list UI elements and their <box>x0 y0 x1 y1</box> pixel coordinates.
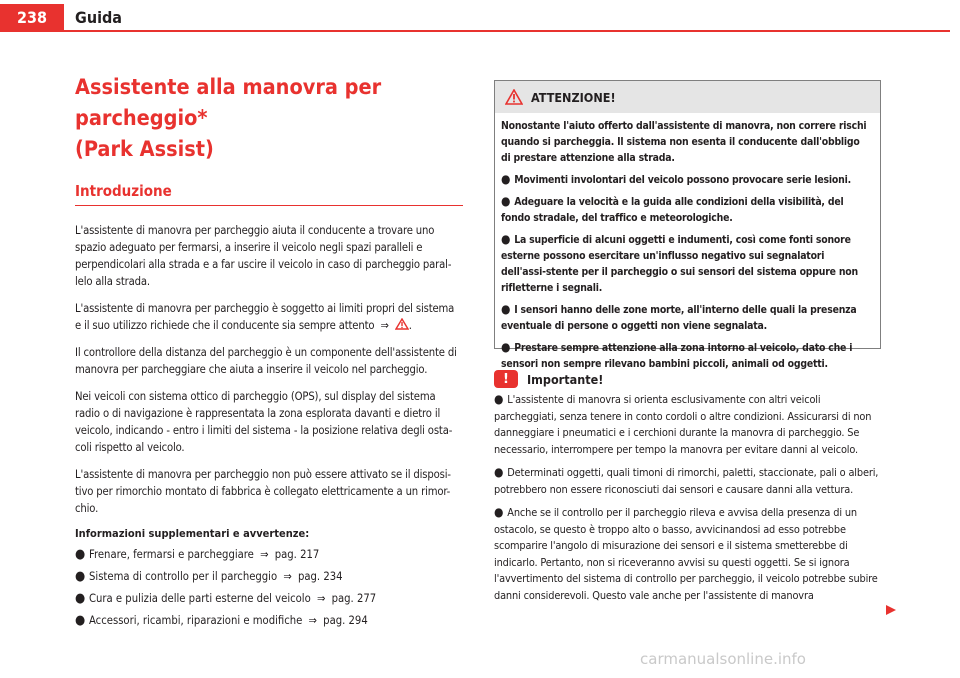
intro-paragraph: L'assistente di manovra per parcheggio aiuta il conducente a trovare uno spazio adeguato per fermarsi, a inserire il veicolo negli spazi paralleli e perpendicolari alla strada e a far uscire il veicolo in caso di parcheggio paral-lelo alla strada. <box>75 224 452 288</box>
ref-text: Frenare, fermarsi e parcheggiare <box>89 548 254 561</box>
chapter-title-line1: Assistente alla manovra per parcheggio* <box>75 75 382 131</box>
arrow-ref-icon: ⇒ <box>260 548 269 561</box>
warning-item-text: Adeguare la velocità e la guida alle condizioni della visibilità, del fondo stradale, del traffico e meteorologiche. <box>501 196 844 224</box>
bullet-icon: ● <box>75 547 86 562</box>
page-ref-link[interactable]: pag. 294 <box>323 614 368 627</box>
exclamation-icon: ! <box>494 370 518 388</box>
arrow-ref-icon: ⇒ <box>308 614 317 627</box>
warning-item <box>501 193 872 226</box>
page-ref-link[interactable]: pag. 217 <box>274 548 320 561</box>
ref-text: Accessori, ricambi, riparazioni e modifiche <box>89 614 303 627</box>
bullet-icon: ● <box>75 591 86 606</box>
important-title: Importante! <box>527 371 604 387</box>
list-item <box>75 590 463 607</box>
important-item-text: Determinati oggetti, quali timoni di rimorchi, paletti, staccionate, pali o alberi, potrebbero non essere riconosciuti dai sensori e causare danni alla vettura. <box>494 466 879 496</box>
important-item <box>494 464 882 498</box>
important-item <box>494 504 882 604</box>
distance-paragraph: Il controllore della distanza del parcheggio è un componente dell'assistente di manovra per parcheggiare che aiuta a inserire il veicolo nel parcheggio. <box>75 346 457 376</box>
chapter-title <box>75 72 463 165</box>
header-rule <box>0 30 950 32</box>
warning-item-text: Movimenti involontari del veicolo possono provocare serie lesioni. <box>514 174 851 186</box>
page-number: 238 <box>0 4 64 31</box>
warning-item-text: La superficie di alcuni oggetti e indumenti, così come fonti sonore esterne possono esercitare un'influsso negativo sui segnalatori dell'assi-stente per il parcheggio o sui sensori del sistema oppure non rifletterne i segnali. <box>501 234 858 294</box>
warning-title: ATTENZIONE! <box>531 89 616 105</box>
bullet-icon: ● <box>75 613 86 628</box>
bullet-icon: ● <box>494 505 504 519</box>
info-heading: Informazioni supplementari e avvertenze: <box>75 527 310 540</box>
warning-item <box>501 231 872 296</box>
limits-end: . <box>408 319 412 332</box>
bullet-icon: ● <box>75 569 86 584</box>
bullet-icon: ● <box>501 172 511 186</box>
ref-text: Sistema di controllo per il parcheggio <box>89 570 278 583</box>
important-item-text: Anche se il controllo per il parcheggio rileva e avvisa della presenza di un ostacolo, se questo è troppo alto o basso, avvicinandosi ad esso potrebbe scomparire l'angolo di misurazione dei sensori e il sistema smetterebbe di indicarlo. Pertanto, non si riceveranno avvisi su questi oggetti. Se si ignora l'avvertimento del sistema di controllo per parcheggio, il veicolo potrebbe subire danni considerevoli. Questo vale anche per l'assistente di manovra <box>494 506 878 602</box>
page-header <box>0 0 960 36</box>
warning-intro: Nonostante l'aiuto offerto dall'assistente di manovra, non correre rischi quando si parcheggia. Il sistema non esenta il conducente dall'obbligo di prestare attenzione alla strada. <box>501 120 867 164</box>
warning-item <box>501 339 872 372</box>
section-subtitle: Introduzione <box>75 182 463 206</box>
important-section <box>494 370 882 610</box>
bullet-icon: ● <box>501 232 511 246</box>
ref-text: Cura e pulizia delle parti esterne del veicolo <box>89 592 311 605</box>
important-item <box>494 391 882 458</box>
page-ref-link[interactable]: pag. 234 <box>297 570 343 583</box>
important-item-text: L'assistente di manovra si orienta esclusivamente con altri veicoli parcheggiati, senza tenere in conto cordoli o altre condizioni. Assicurarsi di non danneggiare i pneumatici e i cerchioni durante la manovra di parcheggio. Se necessario, interrompere per tempo la manovra per evitare danni al veicolo. <box>494 393 872 456</box>
bullet-icon: ● <box>501 302 511 316</box>
bullet-icon: ● <box>494 392 504 406</box>
arrow-ref-icon: ⇒ <box>283 570 292 583</box>
warning-triangle-icon <box>505 89 523 105</box>
important-header <box>494 370 882 388</box>
left-column <box>75 72 463 634</box>
arrow-ref-icon: ⇒ <box>380 319 389 332</box>
trailer-paragraph: L'assistente di manovra per parcheggio non può essere attivato se il disposi-tivo per rimorchio montato di fabbrica è collegato elettricamente a un rimor-chio. <box>75 468 451 515</box>
list-item <box>75 612 463 629</box>
bullet-icon: ● <box>501 340 511 354</box>
warning-item <box>501 301 872 334</box>
warning-body <box>495 113 880 372</box>
arrow-ref-icon: ⇒ <box>316 592 326 605</box>
list-item <box>75 568 463 585</box>
list-item <box>75 546 463 563</box>
bullet-icon: ● <box>501 194 511 208</box>
ops-paragraph: Nei veicoli con sistema ottico di parcheggio (OPS), sul display del sistema radio o di navigazione è rappresentata la zona esplorata davanti e dietro il veicolo, indicando - entro i limiti del sistema - la posizione relativa degli osta-coli rispetto al veicolo. <box>75 390 453 454</box>
bullet-icon: ● <box>494 465 504 479</box>
warning-item <box>501 171 872 188</box>
warning-item-text: I sensori hanno delle zone morte, all'interno delle quali la presenza eventuale di persone o oggetti non viene segnalata. <box>501 304 857 332</box>
chapter-title-line2: (Park Assist) <box>75 137 214 162</box>
watermark: carmanualsonline.info <box>640 650 806 668</box>
limits-paragraph <box>75 300 463 334</box>
limits-text: L'assistente di manovra per parcheggio è soggetto ai limiti propri del sistema e il suo utilizzo richiede che il conducente sia sempre attento <box>75 302 455 332</box>
warning-header <box>495 81 880 113</box>
warning-item-text: Prestare sempre attenzione alla zona intorno al veicolo, dato che i sensori non sempre rilevano bambini piccoli, animali od oggetti. <box>501 342 853 370</box>
warning-triangle-icon[interactable] <box>395 318 409 330</box>
section-title: Guida <box>75 8 123 27</box>
page-ref-link[interactable]: pag. 277 <box>331 592 377 605</box>
continue-arrow-icon[interactable] <box>885 604 897 616</box>
warning-box <box>494 80 881 370</box>
